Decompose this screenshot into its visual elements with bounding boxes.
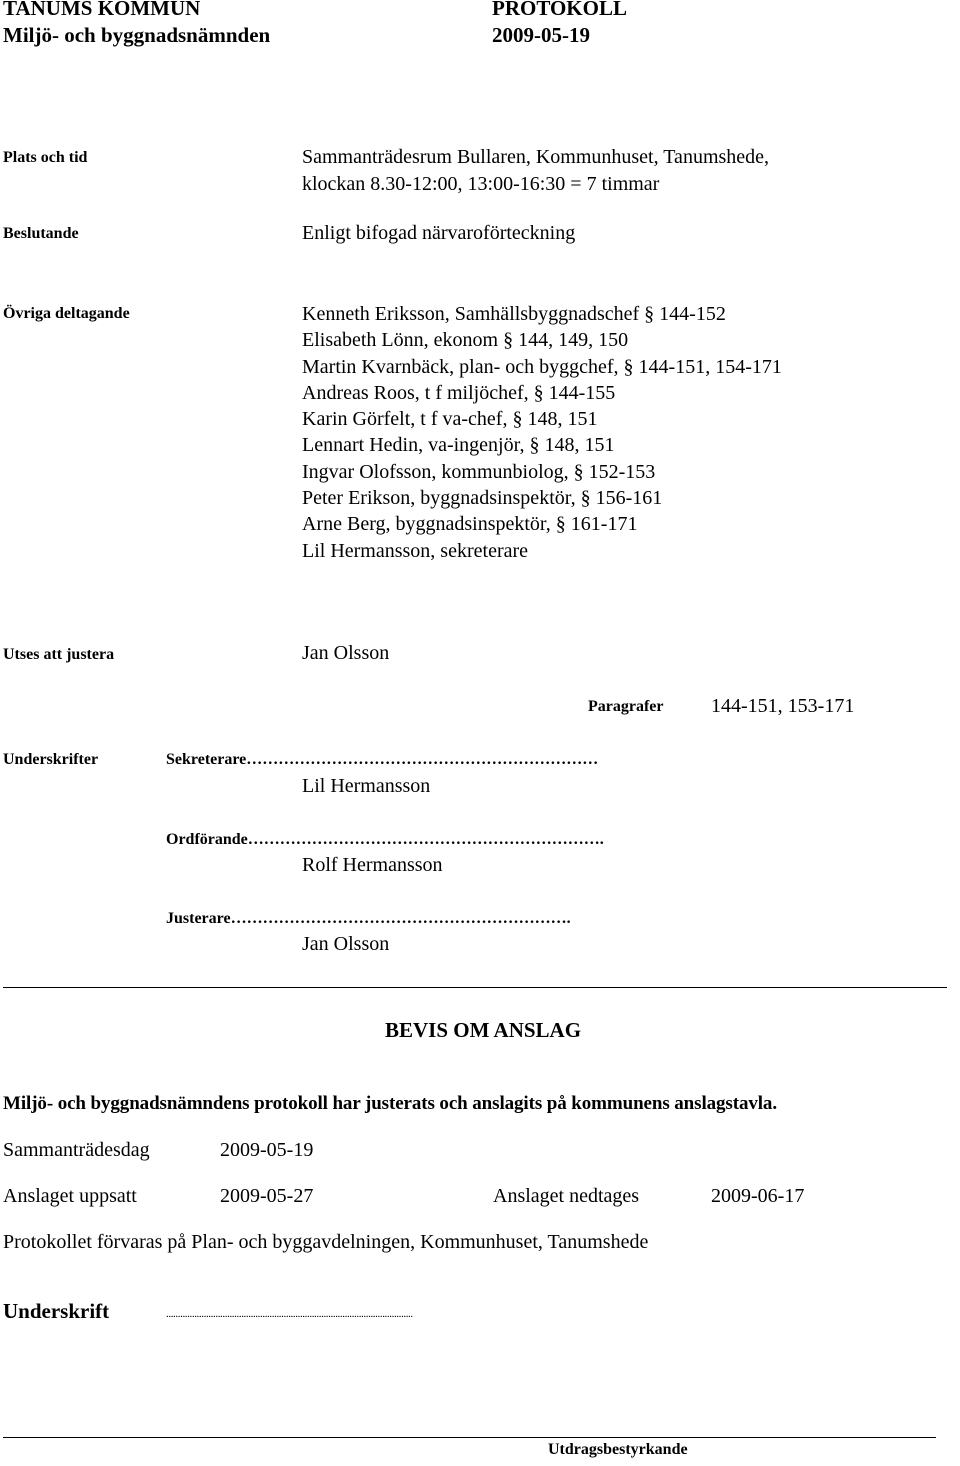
attendee-item: Karin Görfelt, t f va-chef, § 148, 151	[302, 408, 598, 431]
chair-name: Rolf Hermansson	[302, 854, 443, 876]
adjuster-label: Utses att justera	[3, 646, 115, 663]
posted-label: Anslaget uppsatt	[3, 1185, 137, 1207]
attendee-item: Elisabeth Lönn, ekonom § 144, 149, 150	[302, 329, 629, 352]
place-line-1: Sammanträdesrum Bullaren, Kommunhuset, Tanumshede,	[302, 146, 770, 168]
paragraphs-label: Paragrafer	[588, 698, 664, 715]
secretary-name: Lil Hermansson	[302, 775, 431, 797]
committee-name: Miljö- och byggnadsnämnden	[3, 23, 271, 47]
attendee-item: Lil Hermansson, sekreterare	[302, 539, 529, 562]
place-line-2: klockan 8.30-12:00, 13:00-16:30 = 7 timmar	[302, 173, 660, 195]
attendee-item: Arne Berg, byggnadsinspektör, § 161-171	[302, 513, 638, 536]
storage-statement: Protokollet förvaras på Plan- och byggavdelningen, Kommunhuset, Tanumshede	[3, 1231, 649, 1253]
attendee-item: Lennart Hedin, va-ingenjör, § 148, 151	[302, 434, 615, 457]
attendee-item: Andreas Roos, t f miljöchef, § 144-155	[302, 381, 616, 404]
adjuster-value: Jan Olsson	[302, 642, 390, 664]
secretary-signature-line: Sekreterare…………………………………………………………	[166, 751, 599, 768]
removed-value: 2009-06-17	[711, 1185, 805, 1207]
place-label: Plats och tid	[3, 149, 88, 166]
meeting-day-value: 2009-05-19	[220, 1139, 314, 1161]
adjuster-name: Jan Olsson	[302, 933, 390, 955]
doc-type: PROTOKOLL	[492, 0, 627, 20]
chair-signature-line: Ordförande………………………………………………………….	[166, 831, 604, 848]
posted-value: 2009-05-27	[220, 1185, 314, 1207]
certified-label: Utdragsbestyrkande	[548, 1441, 688, 1458]
others-label: Övriga deltagande	[3, 305, 130, 322]
signature-label: Underskrift	[3, 1299, 110, 1323]
notice-statement: Miljö- och byggnadsnämndens protokoll har justerats och anslagits på kommunens anslagstavla.	[3, 1093, 777, 1114]
deciding-value: Enligt bifogad närvaroförteckning	[302, 222, 576, 244]
deciding-label: Beslutande	[3, 225, 79, 242]
paragraphs-value: 144-151, 153-171	[711, 695, 855, 717]
attendee-item: Ingvar Olofsson, kommunbiolog, § 152-153	[302, 460, 656, 483]
meeting-day-label: Sammanträdesdag	[3, 1139, 150, 1161]
section-divider	[3, 987, 947, 988]
adjuster-signature-line: Justerare……………………………………………………….	[166, 910, 571, 927]
signature-dots: .........................................................................................................	[166, 1308, 413, 1320]
notice-title: BEVIS OM ANSLAG	[385, 1018, 582, 1042]
attendee-item: Martin Kvarnbäck, plan- och byggchef, § 144-151, 154-171	[302, 355, 782, 378]
attendee-item: Kenneth Eriksson, Samhällsbyggnadschef § 144-152	[302, 303, 726, 325]
attendee-item: Peter Erikson, byggnadsinspektör, § 156-161	[302, 487, 663, 510]
removed-label: Anslaget nedtages	[493, 1185, 640, 1207]
attendee-list	[302, 301, 782, 564]
footer-divider	[3, 1437, 936, 1438]
signatures-label: Underskrifter	[3, 751, 99, 768]
org-name: TANUMS KOMMUN	[3, 0, 201, 20]
meeting-date: 2009-05-19	[492, 23, 590, 47]
